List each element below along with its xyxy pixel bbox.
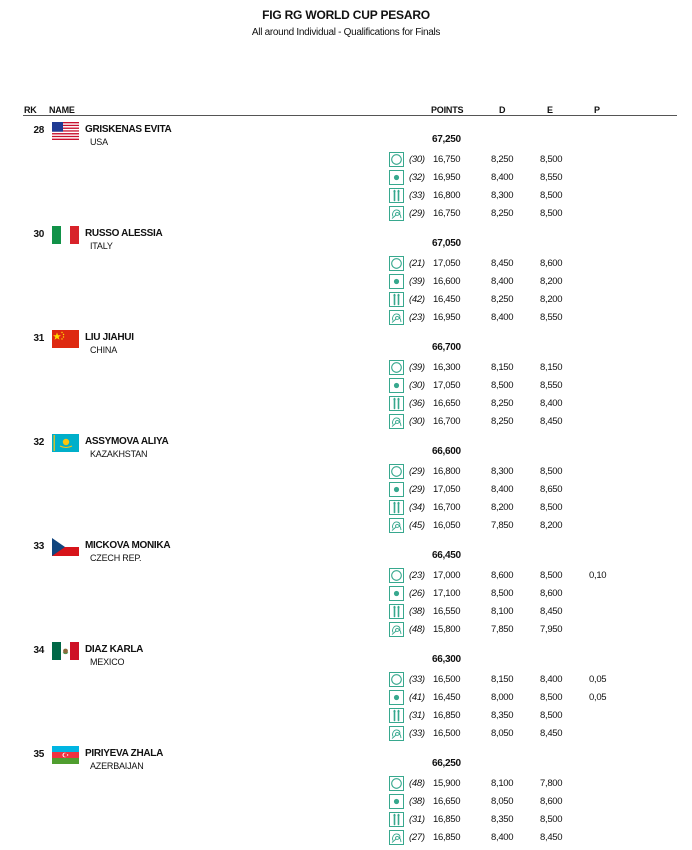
apparatus-row	[0, 689, 692, 707]
ribbon-icon	[389, 830, 404, 845]
clubs-icon	[389, 500, 404, 515]
apparatus-points: 15,900	[433, 778, 461, 789]
apparatus-row	[0, 567, 692, 585]
clubs-icon	[389, 292, 404, 307]
apparatus-row	[0, 187, 692, 205]
azerbaijan-flag-icon	[52, 746, 79, 764]
athlete-rank: 30	[33, 229, 44, 240]
apparatus-points: 16,950	[433, 312, 461, 323]
apparatus-rank: (34)	[409, 502, 425, 513]
apparatus-row	[0, 273, 692, 291]
athlete-total-points: 67,250	[432, 134, 461, 145]
apparatus-d-score: 7,850	[491, 624, 514, 635]
athlete-total-points: 66,250	[432, 758, 461, 769]
ball-icon	[389, 690, 404, 705]
apparatus-d-score: 8,300	[491, 466, 514, 477]
athlete-block	[0, 536, 692, 640]
apparatus-e-score: 8,500	[540, 570, 563, 581]
apparatus-rank: (38)	[409, 796, 425, 807]
apparatus-row	[0, 255, 692, 273]
apparatus-row	[0, 395, 692, 413]
athlete-name: PIRIYEVA ZHALA	[85, 748, 164, 759]
athlete-block	[0, 328, 692, 432]
apparatus-points: 16,800	[433, 190, 461, 201]
column-header-name: NAME	[49, 105, 75, 115]
athlete-name: ASSYMOVA ALIYA	[85, 436, 169, 447]
apparatus-row	[0, 517, 692, 535]
usa-flag-icon	[52, 122, 79, 140]
apparatus-d-score: 8,250	[491, 154, 514, 165]
athlete-country: CZECH REP.	[90, 553, 142, 563]
apparatus-d-score: 8,250	[491, 398, 514, 409]
apparatus-row	[0, 309, 692, 327]
hoop-icon	[389, 360, 404, 375]
apparatus-e-score: 8,500	[540, 502, 563, 513]
apparatus-e-score: 7,950	[540, 624, 563, 635]
apparatus-e-score: 8,400	[540, 674, 563, 685]
apparatus-row	[0, 413, 692, 431]
athlete-rank: 35	[33, 749, 44, 760]
clubs-icon	[389, 396, 404, 411]
apparatus-points: 16,700	[433, 502, 461, 513]
athlete-country: CHINA	[90, 345, 118, 355]
athlete-total-points: 66,450	[432, 550, 461, 561]
apparatus-rank: (48)	[409, 778, 425, 789]
apparatus-points: 17,050	[433, 380, 461, 391]
hoop-icon	[389, 776, 404, 791]
apparatus-d-score: 8,200	[491, 502, 514, 513]
apparatus-points: 16,600	[433, 276, 461, 287]
column-header-e: E	[547, 105, 553, 115]
apparatus-rank: (26)	[409, 588, 425, 599]
apparatus-row	[0, 463, 692, 481]
athlete-country: USA	[90, 137, 108, 147]
mexico-flag-icon	[52, 642, 79, 660]
athlete-total-points: 67,050	[432, 238, 461, 249]
apparatus-e-score: 8,600	[540, 796, 563, 807]
page-title: FIG RG WORLD CUP PESARO	[262, 8, 430, 22]
apparatus-points: 16,450	[433, 294, 461, 305]
apparatus-e-score: 8,500	[540, 154, 563, 165]
athlete-country: ITALY	[90, 241, 113, 251]
athlete-name: GRISKENAS EVITA	[85, 124, 172, 135]
athlete-name: DIAZ KARLA	[85, 644, 144, 655]
apparatus-row	[0, 775, 692, 793]
apparatus-row	[0, 205, 692, 223]
apparatus-rank: (29)	[409, 484, 425, 495]
apparatus-rank: (23)	[409, 570, 425, 581]
apparatus-rank: (45)	[409, 520, 425, 531]
apparatus-e-score: 8,150	[540, 362, 563, 373]
apparatus-row	[0, 725, 692, 743]
apparatus-points: 16,300	[433, 362, 461, 373]
apparatus-points: 16,050	[433, 520, 461, 531]
apparatus-d-score: 8,250	[491, 294, 514, 305]
apparatus-rank: (30)	[409, 380, 425, 391]
apparatus-rank: (42)	[409, 294, 425, 305]
clubs-icon	[389, 708, 404, 723]
apparatus-points: 17,100	[433, 588, 461, 599]
clubs-icon	[389, 812, 404, 827]
apparatus-d-score: 7,850	[491, 520, 514, 531]
apparatus-d-score: 8,500	[491, 380, 514, 391]
apparatus-rank: (30)	[409, 154, 425, 165]
apparatus-points: 16,650	[433, 398, 461, 409]
apparatus-rank: (41)	[409, 692, 425, 703]
hoop-icon	[389, 464, 404, 479]
athlete-country: KAZAKHSTAN	[90, 449, 148, 459]
apparatus-e-score: 8,550	[540, 380, 563, 391]
apparatus-e-score: 8,500	[540, 190, 563, 201]
apparatus-d-score: 8,000	[491, 692, 514, 703]
apparatus-rank: (38)	[409, 606, 425, 617]
column-header-p: P	[594, 105, 600, 115]
athlete-block	[0, 744, 692, 848]
apparatus-points: 16,650	[433, 796, 461, 807]
ball-icon	[389, 378, 404, 393]
apparatus-d-score: 8,300	[491, 190, 514, 201]
athlete-name: LIU JIAHUI	[85, 332, 134, 343]
ribbon-icon	[389, 726, 404, 741]
apparatus-rank: (32)	[409, 172, 425, 183]
apparatus-points: 16,850	[433, 832, 461, 843]
apparatus-row	[0, 481, 692, 499]
apparatus-d-score: 8,150	[491, 674, 514, 685]
athlete-rank: 34	[33, 645, 44, 656]
czech-flag-icon	[52, 538, 79, 556]
athlete-block	[0, 224, 692, 328]
apparatus-e-score: 8,450	[540, 728, 563, 739]
ribbon-icon	[389, 310, 404, 325]
apparatus-points: 16,450	[433, 692, 461, 703]
apparatus-penalty: 0,05	[589, 692, 607, 703]
athlete-country: MEXICO	[90, 657, 125, 667]
clubs-icon	[389, 604, 404, 619]
column-header-points: POINTS	[431, 105, 464, 115]
apparatus-points: 16,800	[433, 466, 461, 477]
apparatus-rank: (33)	[409, 728, 425, 739]
athlete-rank: 32	[33, 437, 44, 448]
apparatus-points: 16,500	[433, 674, 461, 685]
athlete-total-points: 66,600	[432, 446, 461, 457]
apparatus-points: 16,850	[433, 710, 461, 721]
athlete-country: AZERBAIJAN	[90, 761, 144, 771]
apparatus-row	[0, 707, 692, 725]
apparatus-e-score: 8,200	[540, 276, 563, 287]
apparatus-e-score: 8,500	[540, 692, 563, 703]
column-header-rk: RK	[24, 105, 37, 115]
apparatus-points: 17,050	[433, 484, 461, 495]
apparatus-penalty: 0,10	[589, 570, 607, 581]
ball-icon	[389, 274, 404, 289]
apparatus-row	[0, 671, 692, 689]
apparatus-rank: (31)	[409, 814, 425, 825]
page-subtitle: All around Individual - Qualifications for Finals	[251, 27, 441, 38]
apparatus-row	[0, 499, 692, 517]
apparatus-d-score: 8,350	[491, 814, 514, 825]
athlete-block	[0, 120, 692, 224]
athlete-total-points: 66,300	[432, 654, 461, 665]
apparatus-e-score: 8,200	[540, 520, 563, 531]
apparatus-rank: (36)	[409, 398, 425, 409]
apparatus-points: 16,550	[433, 606, 461, 617]
apparatus-row	[0, 793, 692, 811]
apparatus-e-score: 8,450	[540, 832, 563, 843]
apparatus-penalty: 0,05	[589, 674, 607, 685]
apparatus-row	[0, 359, 692, 377]
apparatus-e-score: 8,650	[540, 484, 563, 495]
column-header-d: D	[499, 105, 506, 115]
kazakhstan-flag-icon	[52, 434, 79, 452]
apparatus-d-score: 8,400	[491, 832, 514, 843]
apparatus-d-score: 8,250	[491, 208, 514, 219]
athlete-name: MICKOVA MONIKA	[85, 540, 171, 551]
apparatus-row	[0, 621, 692, 639]
apparatus-e-score: 8,200	[540, 294, 563, 305]
apparatus-row	[0, 603, 692, 621]
athlete-name: RUSSO ALESSIA	[85, 228, 163, 239]
italy-flag-icon	[52, 226, 79, 244]
apparatus-row	[0, 169, 692, 187]
apparatus-d-score: 8,600	[491, 570, 514, 581]
apparatus-rank: (23)	[409, 312, 425, 323]
hoop-icon	[389, 152, 404, 167]
athlete-rank: 28	[33, 125, 44, 136]
apparatus-e-score: 8,400	[540, 398, 563, 409]
apparatus-rank: (31)	[409, 710, 425, 721]
apparatus-d-score: 8,500	[491, 588, 514, 599]
apparatus-row	[0, 585, 692, 603]
apparatus-rank: (48)	[409, 624, 425, 635]
apparatus-e-score: 8,600	[540, 588, 563, 599]
apparatus-row	[0, 377, 692, 395]
apparatus-e-score: 7,800	[540, 778, 563, 789]
apparatus-d-score: 8,100	[491, 778, 514, 789]
apparatus-d-score: 8,400	[491, 172, 514, 183]
apparatus-points: 17,050	[433, 258, 461, 269]
apparatus-e-score: 8,600	[540, 258, 563, 269]
ribbon-icon	[389, 518, 404, 533]
apparatus-e-score: 8,550	[540, 172, 563, 183]
apparatus-d-score: 8,400	[491, 276, 514, 287]
apparatus-points: 17,000	[433, 570, 461, 581]
ribbon-icon	[389, 622, 404, 637]
apparatus-e-score: 8,500	[540, 710, 563, 721]
apparatus-e-score: 8,500	[540, 814, 563, 825]
apparatus-rank: (39)	[409, 276, 425, 287]
hoop-icon	[389, 672, 404, 687]
apparatus-points: 16,500	[433, 728, 461, 739]
apparatus-points: 16,750	[433, 208, 461, 219]
apparatus-d-score: 8,150	[491, 362, 514, 373]
apparatus-row	[0, 811, 692, 829]
apparatus-e-score: 8,550	[540, 312, 563, 323]
apparatus-rank: (29)	[409, 208, 425, 219]
apparatus-row	[0, 291, 692, 309]
apparatus-points: 16,950	[433, 172, 461, 183]
apparatus-d-score: 8,400	[491, 312, 514, 323]
apparatus-points: 16,850	[433, 814, 461, 825]
ribbon-icon	[389, 206, 404, 221]
apparatus-d-score: 8,100	[491, 606, 514, 617]
athlete-block	[0, 432, 692, 536]
apparatus-rank: (30)	[409, 416, 425, 427]
apparatus-points: 15,800	[433, 624, 461, 635]
ribbon-icon	[389, 414, 404, 429]
apparatus-rank: (33)	[409, 190, 425, 201]
apparatus-e-score: 8,500	[540, 466, 563, 477]
hoop-icon	[389, 568, 404, 583]
apparatus-rank: (39)	[409, 362, 425, 373]
ball-icon	[389, 170, 404, 185]
apparatus-e-score: 8,450	[540, 606, 563, 617]
ball-icon	[389, 794, 404, 809]
athlete-block	[0, 640, 692, 744]
athlete-rank: 33	[33, 541, 44, 552]
apparatus-d-score: 8,400	[491, 484, 514, 495]
apparatus-row	[0, 829, 692, 847]
apparatus-d-score: 8,350	[491, 710, 514, 721]
apparatus-e-score: 8,450	[540, 416, 563, 427]
apparatus-rank: (27)	[409, 832, 425, 843]
china-flag-icon	[52, 330, 79, 348]
apparatus-points: 16,750	[433, 154, 461, 165]
ball-icon	[389, 586, 404, 601]
apparatus-rank: (21)	[409, 258, 425, 269]
apparatus-d-score: 8,250	[491, 416, 514, 427]
apparatus-d-score: 8,450	[491, 258, 514, 269]
apparatus-d-score: 8,050	[491, 728, 514, 739]
apparatus-points: 16,700	[433, 416, 461, 427]
apparatus-e-score: 8,500	[540, 208, 563, 219]
athlete-rank: 31	[33, 333, 44, 344]
clubs-icon	[389, 188, 404, 203]
athlete-total-points: 66,700	[432, 342, 461, 353]
hoop-icon	[389, 256, 404, 271]
apparatus-rank: (29)	[409, 466, 425, 477]
ball-icon	[389, 482, 404, 497]
apparatus-rank: (33)	[409, 674, 425, 685]
apparatus-row	[0, 151, 692, 169]
apparatus-d-score: 8,050	[491, 796, 514, 807]
